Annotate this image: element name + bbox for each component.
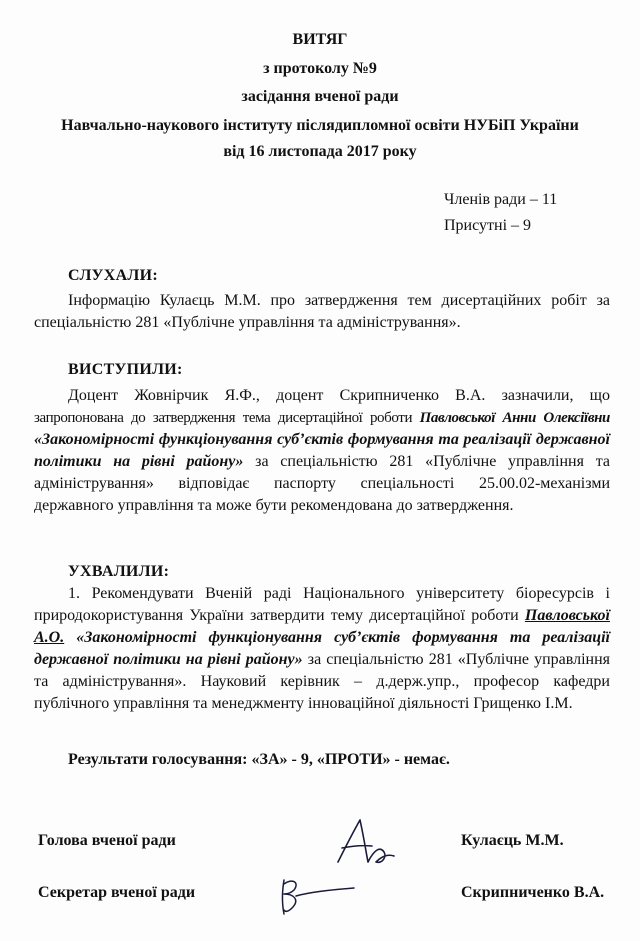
- vote-result: Результати голосування: «ЗА» - 9, «ПРОТИ» - немає.: [68, 751, 450, 768]
- decided-part2: за спеціальністю 281 «Публічне управління та адміністрування». Науковий керівник – д.держ.упр., професор кафедри публічного управління та менеджменту інноваційної діяльності Грищенко І.М.: [34, 651, 611, 712]
- decided-topic: «Закономірності функціонування суб’єктів формування та реалізації державної політики на рівні району»: [34, 629, 610, 668]
- spoke-line2-plain: запропонована до затвердження тема дисертаційної роботи: [34, 410, 420, 426]
- candidate-full-name: Павловської Анни Олексіївни: [419, 410, 610, 426]
- spoke-topic: «Закономірності функціонування суб’єктів формування та реалізації державної політики на рівні району»: [34, 431, 610, 470]
- secretary-name: Скрипниченко В.А.: [461, 884, 605, 901]
- document-title: ВИТЯГ: [292, 31, 348, 48]
- decided-heading: УХВАЛИЛИ:: [68, 563, 170, 580]
- decided-part1: 1. Рекомендувати Вченій раді Національного університету біоресурсів і природокористування України затвердити тему дисертаційної роботи: [34, 585, 610, 624]
- meeting-name: засідання вченої ради: [241, 88, 399, 105]
- present-count: Присутні – 9: [444, 217, 532, 234]
- decided-paragraph: [34, 583, 610, 715]
- protocol-number: з протоколу №9: [263, 60, 377, 77]
- institute-name: Навчально-наукового інституту післядипломної освіти НУБіП України: [61, 117, 579, 134]
- secretary-role: Секретар вченої ради: [38, 884, 196, 901]
- members-count: Членів ради – 11: [444, 191, 558, 208]
- spoke-rest: за спеціальністю 281 «Публічне управління та адміністрування» відповідає паспорту спеціальності 25.00.02-механізми державного управління та може бути рекомендована до затвердження.: [34, 453, 610, 514]
- heard-text: Інформацію Кулаєць М.М. про затвердження тем дисертаційних робіт за спеціальністю 281 «Публічне управління та адміністрування».: [34, 292, 610, 331]
- chair-name: Кулаєць М.М.: [461, 832, 564, 849]
- meeting-date: від 16 листопада 2017 року: [223, 143, 417, 160]
- secretary-signature: [270, 870, 360, 920]
- spoke-heading: ВИСТУПИЛИ:: [68, 361, 183, 378]
- spoke-paragraph: [34, 385, 610, 517]
- spoke-line1: Доцент Жовнірчик Я.Ф., доцент Скрипниченко В.А. зазначили, що: [68, 387, 610, 404]
- candidate-short-name: Павловської А.О.: [34, 607, 610, 646]
- heard-heading: СЛУХАЛИ:: [68, 267, 159, 284]
- chair-role: Голова вченої ради: [38, 832, 176, 849]
- chair-signature: [330, 812, 400, 872]
